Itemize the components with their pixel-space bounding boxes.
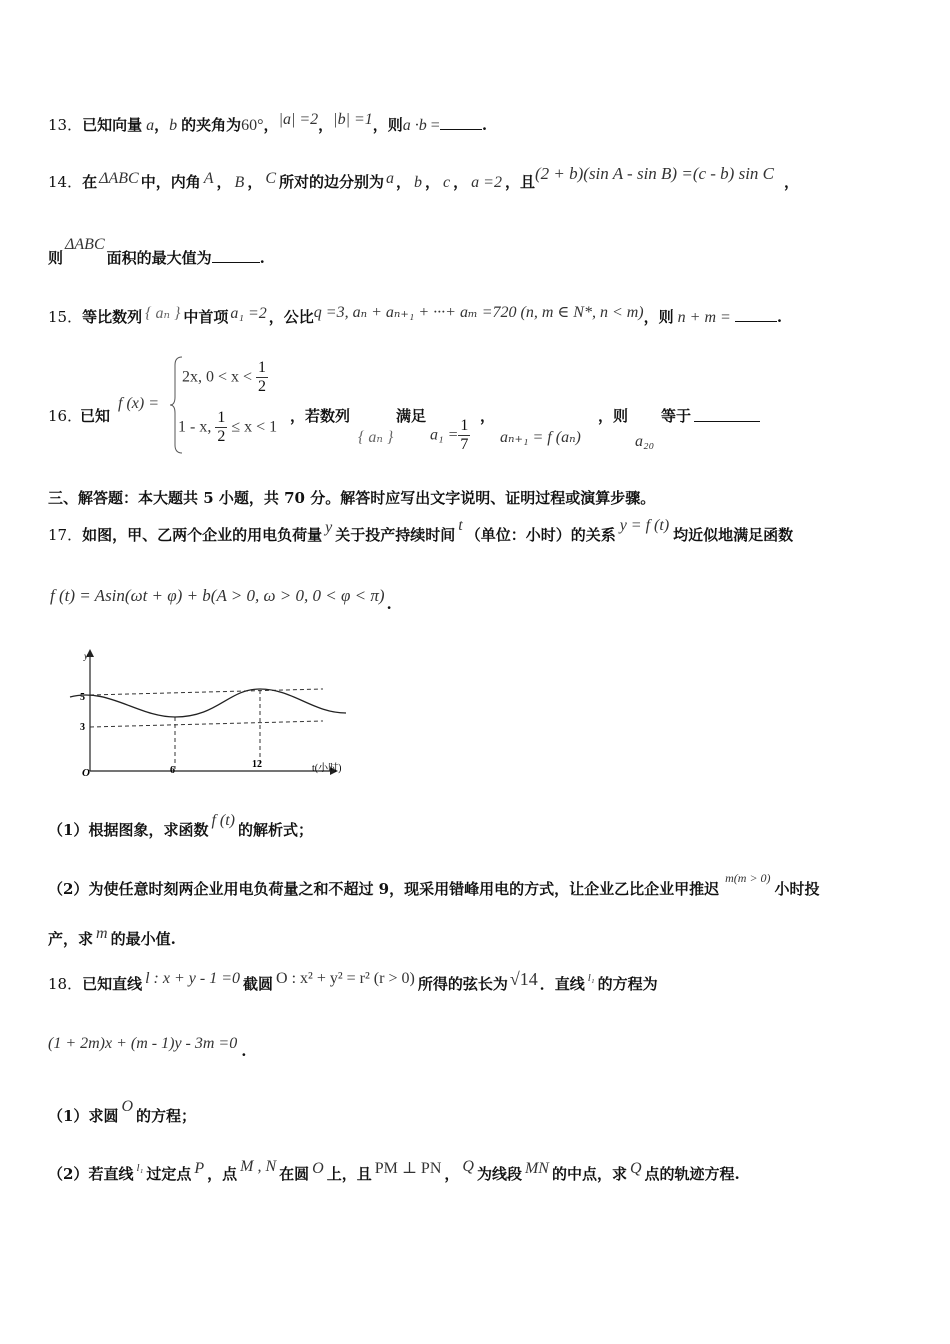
point-q: Q [462, 1158, 474, 1175]
abs-b: |b| =1 [333, 111, 373, 128]
question-15 [48, 306, 782, 327]
question-number: 14． [48, 173, 83, 191]
q18-p2-text-8: 点的轨迹方程. [644, 1165, 740, 1183]
var-m: m [96, 925, 108, 942]
comma: ， [425, 173, 441, 191]
denominator: 7 [460, 436, 469, 453]
case-1-text: 2x, 0 < x < [182, 368, 257, 386]
origin-label: O [82, 767, 90, 779]
q14-text-5: 则 [48, 249, 64, 267]
part-label: （2） [48, 880, 89, 898]
case-2-text: 1 - x, [178, 418, 216, 436]
line-l1: l₁ [587, 972, 595, 984]
min-dashed-line [90, 721, 323, 727]
point-p: P [194, 1160, 205, 1177]
q13-comma: ， [154, 116, 170, 134]
q15-text-4: ，则 [643, 308, 674, 326]
section-heading: 三、解答题：本大题共 5 小题，共 70 分。解答时应写出文字说明、证明过程或演算步骤。 [48, 489, 656, 507]
q14-text-1: 在 [82, 173, 98, 191]
tick-5: 5 [80, 692, 85, 703]
comma: ， [396, 173, 412, 191]
fraction-half [215, 409, 227, 446]
load-curve [70, 689, 346, 717]
period: . [481, 116, 488, 134]
q13-text-2: 的夹角为 [181, 116, 242, 134]
question-number: 16． [48, 407, 83, 425]
var-y: y [325, 519, 333, 536]
equals: = [430, 117, 440, 134]
q18-text-5: 的方程为 [597, 975, 658, 993]
question-18 [48, 969, 658, 994]
q15-text-3: ，公比 [268, 308, 314, 326]
var-t: t [458, 517, 463, 534]
period: . [259, 249, 265, 267]
period: . [241, 1042, 247, 1060]
side-c: c [443, 174, 451, 191]
triangle-abc: ΔABC [99, 170, 139, 187]
tick-6: 6 [170, 765, 175, 776]
part-label: （2） [48, 1165, 89, 1183]
points-m-n: M , N [240, 1158, 277, 1175]
side-a: a [386, 170, 395, 187]
condition-equation: (2 + b)(sin A - sin B) =(c - b) sin C [534, 164, 775, 183]
q18-p1-text-1: 求圆 [88, 1107, 119, 1125]
question-14-line-2 [48, 236, 265, 268]
comma: ， [444, 1165, 460, 1183]
comma: ， [216, 173, 232, 191]
q18-part-2 [48, 1158, 740, 1184]
ratio-condition: q =3, aₙ + aₙ₊₁ + ···+ aₘ =720 (n, m ∈ N*, n < m) [313, 304, 644, 321]
first-term: a₁ =2 [230, 305, 267, 322]
q17-text-4: 均近似地满足函数 [673, 526, 794, 544]
vector-b: b [169, 117, 178, 134]
q17-p2-text-2: 小时投 [774, 880, 820, 898]
q17-text-1: 如图，甲、乙两个企业的用电负荷量 [82, 526, 323, 544]
period: . [776, 308, 783, 326]
q18-text-2: 截圆 [243, 975, 274, 993]
question-16 [48, 355, 908, 455]
q18-text-1: 已知直线 [82, 975, 143, 993]
initial-term [430, 417, 470, 454]
n-plus-m: n + m = [677, 309, 731, 326]
question-13 [48, 111, 488, 135]
numerator: 1 [217, 409, 226, 426]
q18-text-4: ．直线 [539, 975, 585, 993]
q13-text-1: 已知向量 [82, 116, 143, 134]
q15-text-1: 等比数列 [82, 308, 143, 326]
function-ft: f (t) [211, 812, 235, 829]
recurrence-relation: aₙ₊₁ = f (aₙ) [500, 429, 581, 446]
q17-part-1 [48, 812, 314, 840]
circle-label-o: O [121, 1098, 134, 1115]
fraction-seventh [458, 417, 470, 454]
q14-text-4: ，且 [504, 173, 535, 191]
q14-text-2: 中，内角 [140, 173, 201, 191]
segment-mn: MN [524, 1160, 549, 1177]
circle-label-o: O [312, 1160, 324, 1177]
q13-comma: ， [318, 116, 334, 134]
comma: ， [247, 173, 263, 191]
function-f: f (x) = [118, 395, 159, 412]
q17-p2-text-3: 产，求 [48, 930, 94, 948]
answer-blank[interactable] [212, 262, 260, 263]
question-17 [48, 517, 794, 545]
angle-value: 60° [241, 117, 264, 134]
comma: ， [453, 173, 469, 191]
fraction-half [256, 359, 268, 396]
q17-p2-text-4: 的最小值. [110, 930, 176, 948]
triangle-abc: ΔABC [65, 236, 105, 253]
q13-comma: ， [263, 116, 279, 134]
vector-a: a [146, 117, 155, 134]
q17-p2-text-1: 为使任意时刻两企业用电负荷量之和不超过 9，现采用错峰用电的方式，让企业乙比企业甲推迟 [88, 880, 720, 898]
angle-a: A [203, 170, 214, 187]
line-l: l : x + y - 1 =0 [145, 970, 241, 987]
x-axis-label: t(小时) [312, 763, 342, 774]
q18-p2-text-1: 若直线 [88, 1165, 134, 1183]
q18-p2-text-4: 在圆 [279, 1165, 310, 1183]
piecewise-case-1 [182, 359, 268, 396]
q18-p2-text-5: 上，且 [326, 1165, 372, 1183]
answer-blank[interactable] [694, 405, 760, 422]
relation-y-ft: y = f (t) [619, 517, 670, 534]
q15-text-2: 中首项 [183, 308, 229, 326]
period: . [386, 595, 392, 613]
q17-p1-text-1: 根据图象，求函数 [88, 821, 209, 839]
q16-text-4: ，则 [598, 407, 629, 425]
line-l1-equation: (1 + 2m)x + (m - 1)y - 3m =0 [48, 1035, 238, 1052]
a1-label: a₁ = [430, 426, 459, 444]
q18-p2-text-7: 的中点，求 [551, 1165, 627, 1183]
circle-o: O : x² + y² = r² (r > 0) [276, 970, 415, 987]
angle-b: B [234, 174, 245, 191]
answer-blank[interactable] [735, 321, 777, 322]
case-2-range: ≤ x < 1 [227, 418, 278, 436]
load-curve-graph [68, 645, 368, 780]
perpendicular-condition: PM ⊥ PN [374, 1160, 442, 1177]
chord-length: √14 [509, 969, 538, 989]
q18-text-3: 所得的弦长为 [417, 975, 508, 993]
sequence-an: { aₙ } [358, 429, 394, 446]
q14-text-3: 所对的边分别为 [279, 173, 385, 191]
part-label: （1） [48, 821, 89, 839]
q16-text-5: 等于 [661, 407, 692, 425]
question-number: 15． [48, 308, 83, 326]
y-axis-label: y [84, 651, 88, 661]
numerator: 1 [258, 359, 267, 376]
point-q: Q [629, 1160, 642, 1177]
q16-text-3: 满足 [396, 407, 427, 425]
sinusoid-formula: f (t) = Asin(ωt + φ) + b(A > 0, ω > 0, 0 < φ < π) [50, 586, 385, 605]
q17-formula-line [50, 586, 392, 613]
question-number: 18． [48, 975, 83, 993]
denominator: 2 [217, 428, 226, 445]
q17-text-3: （单位：小时）的关系 [465, 526, 616, 544]
q18-p2-text-3: ，点 [207, 1165, 238, 1183]
q17-text-2: 关于投产持续时间 [335, 526, 456, 544]
q14-text-6: 面积的最大值为 [106, 249, 212, 267]
dot-product: a ·b [402, 117, 427, 134]
q16-text-1: 已知 [80, 407, 111, 425]
question-14 [48, 164, 800, 192]
q18-p1-text-2: 的方程； [136, 1107, 197, 1125]
numerator: 1 [460, 417, 469, 434]
q18-equation-line [48, 1034, 247, 1060]
a-equals-2: a =2 [471, 174, 502, 191]
q16-text-2: ，若数列 [290, 407, 351, 425]
side-b: b [414, 174, 423, 191]
q13-text-3: ，则 [372, 116, 403, 134]
q18-p2-text-2: 过定点 [146, 1165, 192, 1183]
q18-p2-text-6: 为线段 [476, 1165, 522, 1183]
sequence-an: { aₙ } [145, 305, 181, 322]
comma: ， [784, 173, 800, 191]
line-l1: l₁ [136, 1162, 144, 1174]
q17-part-2 [48, 871, 820, 899]
q17-part-2-line-2 [48, 925, 176, 949]
delay-m: m(m > 0) [725, 871, 771, 885]
part-label: （1） [48, 1107, 89, 1125]
q17-p1-text-2: 的解析式； [238, 821, 314, 839]
comma: ， [480, 407, 496, 425]
q18-part-1 [48, 1098, 197, 1126]
question-number: 13． [48, 116, 83, 134]
tick-3: 3 [80, 722, 85, 733]
a20-term: a₂₀ [635, 433, 655, 450]
denominator: 2 [258, 378, 267, 395]
tick-12: 12 [252, 759, 262, 770]
piecewise-case-2 [178, 409, 277, 446]
abs-a: |a| =2 [278, 111, 319, 128]
angle-c: C [265, 170, 276, 187]
question-number: 17． [48, 526, 83, 544]
answer-blank[interactable] [440, 129, 482, 130]
